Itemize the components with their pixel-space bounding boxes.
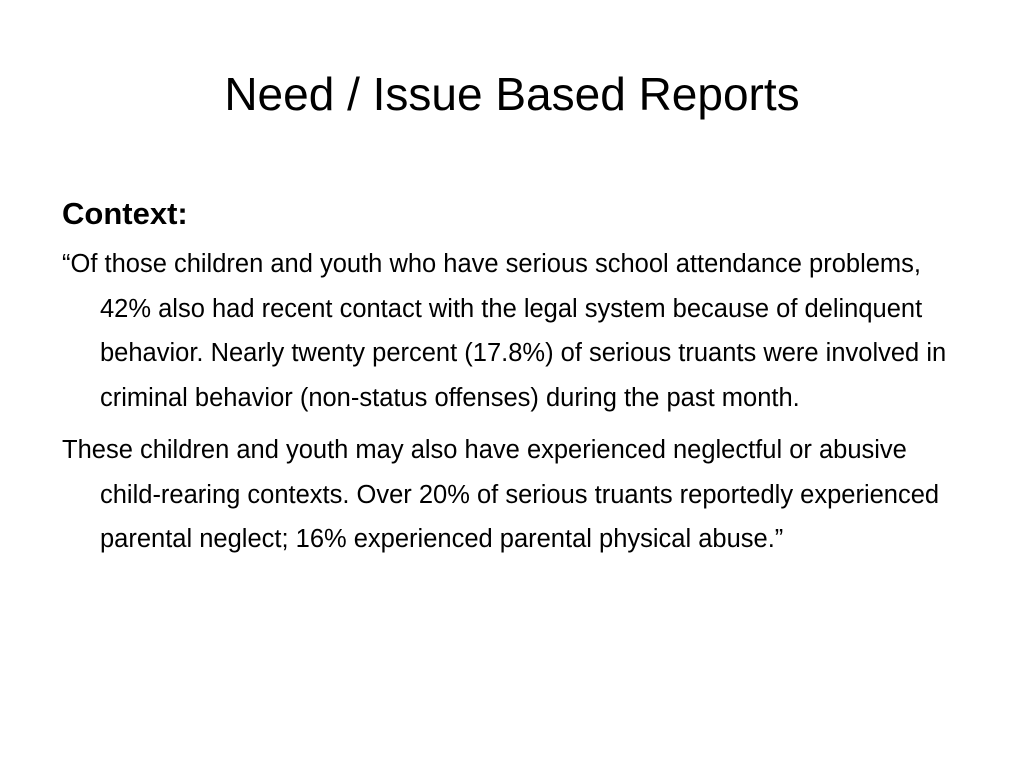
context-heading: Context: — [62, 196, 188, 231]
quote-paragraph-1: “Of those children and youth who have serious school attendance problems, 42% also had recent contact with the legal system because of delinquent behavior. Nearly twenty percent (17.8%) of serious truants were involved in criminal behavior (non-status offenses) during the past month. — [62, 250, 947, 412]
quote-paragraph-2: These children and youth may also have experienced neglectful or abusive child-rearing contexts. Over 20% of serious truants reportedly experienced parental neglect; 16% experienced parental physical abuse.” — [62, 436, 940, 553]
slide-title: Need / Issue Based Reports — [224, 68, 800, 120]
slide-body — [62, 192, 972, 570]
